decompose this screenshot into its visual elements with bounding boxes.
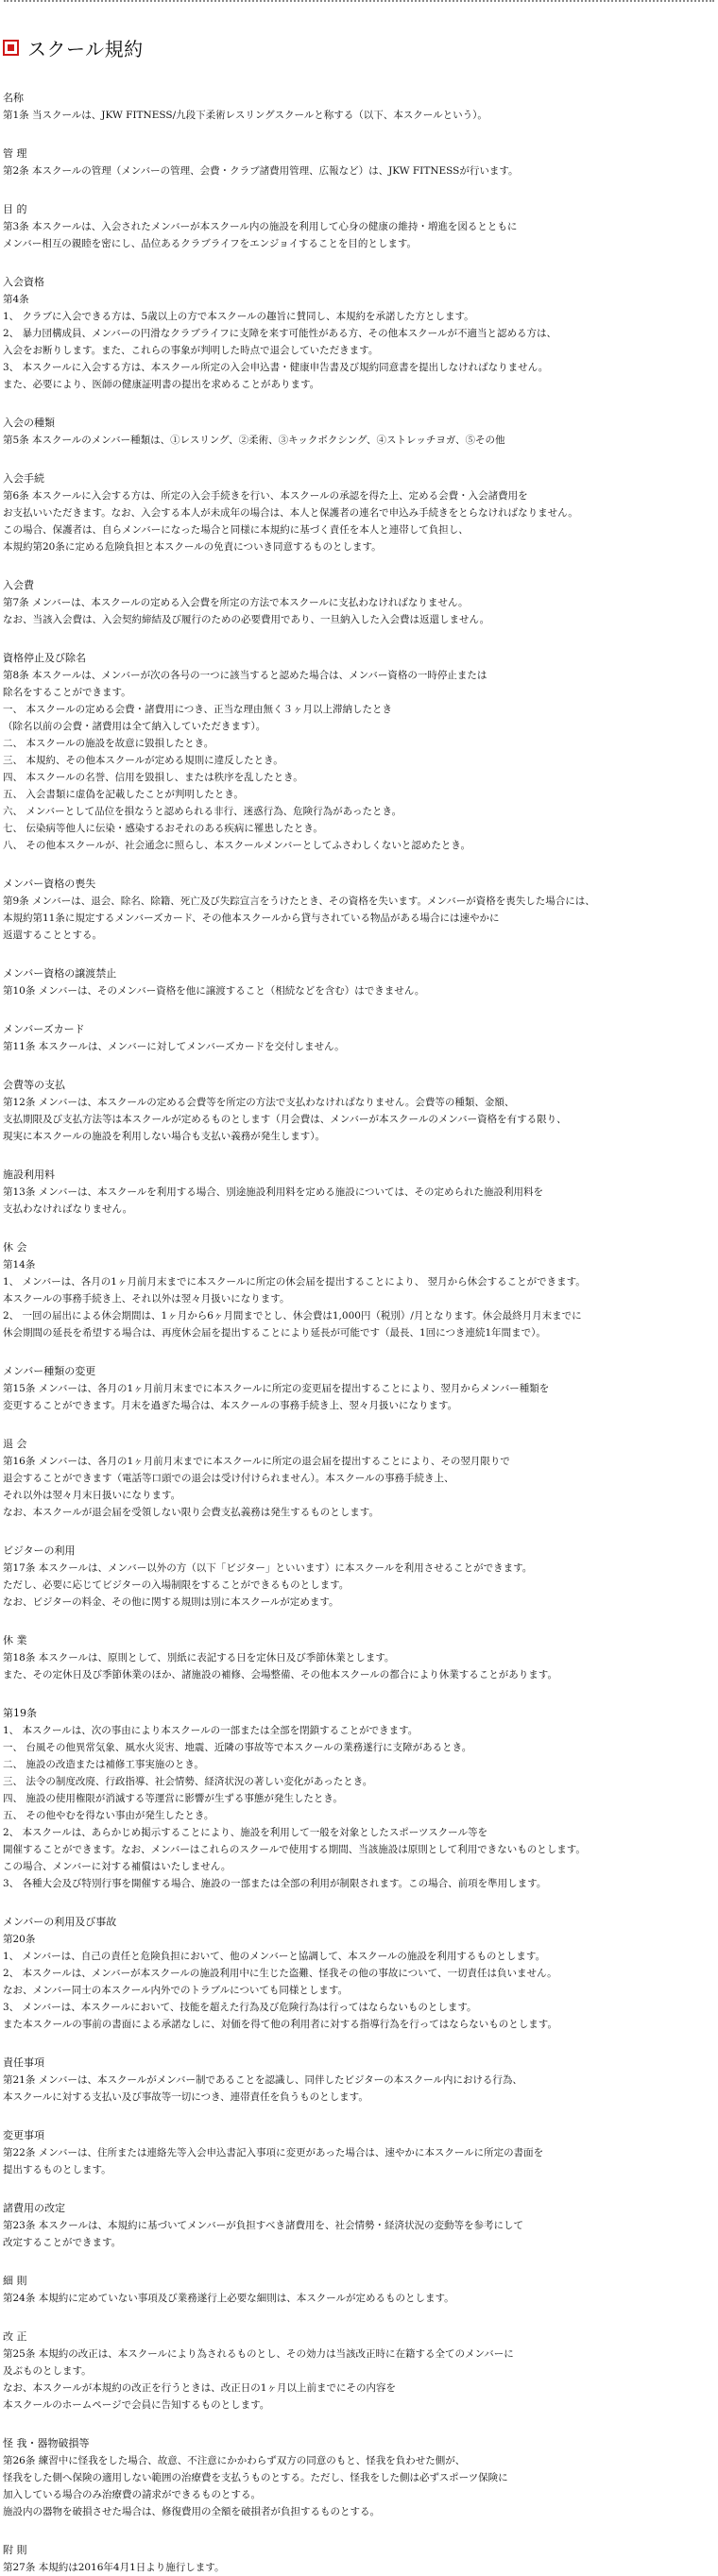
section-text-line: なお、当該入会費は、入会契約締結及び履行のための必要費用であり、一旦納入した入会費は返還しません。 <box>3 614 490 625</box>
section-text-line: 第2条 本スクールの管理（メンバーの管理、会費・クラブ諸費用管理、広報など）は、JKW FITNESSが行います。 <box>3 165 519 177</box>
section-heading: メンバー資格の譲渡禁止 <box>3 967 117 980</box>
section-heading: 休 会 <box>3 1241 27 1254</box>
section-text-line: 提出するものとします。 <box>3 2164 111 2175</box>
section-text-line: 四、 本スクールの名誉、信用を毀損し、または秩序を乱したとき。 <box>3 772 303 783</box>
terms-section <box>3 1914 707 2033</box>
section-text-line: 二、 施設の改造または補修工事実施のとき。 <box>3 1759 204 1770</box>
section-text-line: 第18条 本スクールは、原則として、別紙に表記する日を定休日及び季節休業とします。 <box>3 1652 395 1663</box>
section-text-line: 1、 本スクールは、次の事由により本スクールの一部または全部を閉鎖することができます。 <box>3 1725 419 1736</box>
page-content <box>0 2 718 2576</box>
section-text-line: 第4条 <box>3 294 29 305</box>
terms-section <box>3 2273 707 2307</box>
section-text-line: 2、 暴力団構成員、メンバーの円滑なクラブライフに支障を来す可能性がある方、その他本スクールが不適当と認める方は、 <box>3 328 556 339</box>
section-text-line: 四、 施設の使用権限が消滅する等運営に影響が生ずる事態が発生したとき。 <box>3 1793 343 1804</box>
section-text-line: この場合、メンバーに対する補償はいたしません。 <box>3 1861 231 1872</box>
section-text-line: 怪我をした側へ保険の適用しない範囲の治療費を支払うものとする。ただし、怪我をした側は必ずスポーツ保険に <box>3 2472 508 2483</box>
section-text-line: 第9条 メンバーは、退会、除名、除籍、死亡及び失踪宣言をうけたとき、その資格を失います。メンバーが資格を喪失した場合には、 <box>3 896 595 907</box>
terms-section <box>3 201 707 252</box>
section-heading: 入会手続 <box>3 472 44 485</box>
terms-section <box>3 965 707 999</box>
section-text-line: また、必要により、医師の健康証明書の提出を求めることがあります。 <box>3 379 320 390</box>
section-text-line: なお、ビジターの料金、その他に関する規則は別に本スクールが定めます。 <box>3 1596 339 1608</box>
section-text-line: 支払わなければなりません。 <box>3 1203 133 1215</box>
section-text-line: 除名をすることができます。 <box>3 687 131 698</box>
section-text-line: 第22条 メンバーは、住所または連絡先等入会申込書記入事項に変更があった場合は、速やかに本スクールに所定の書面を <box>3 2147 544 2158</box>
section-text-line: 第17条 本スクールは、メンバー以外の方（以下「ビジター」といいます）に本スクールを利用させることができます。 <box>3 1562 533 1574</box>
section-text-line: 第14条 <box>3 1259 36 1271</box>
terms-section <box>3 2542 707 2576</box>
terms-section <box>3 2435 707 2520</box>
section-text-line: なお、メンバー同士の本スクール内外でのトラブルについても同様とします。 <box>3 1985 349 1996</box>
page-header <box>3 34 707 61</box>
section-heading: 退 会 <box>3 1438 27 1450</box>
section-text-line: それ以外は翌々月末日扱いになります。 <box>3 1490 181 1501</box>
section-heading: 目 的 <box>3 203 27 215</box>
terms-section <box>3 1167 707 1218</box>
section-text-line: 第10条 メンバーは、そのメンバー資格を他に譲渡すること（相続などを含む）はできません。 <box>3 985 425 997</box>
section-text-line: 加入している場合のみ治療費の請求ができるものとする。 <box>3 2489 261 2500</box>
section-text-line: 第24条 本規約に定めていない事項及び業務遂行上必要な細則は、本スクールが定めるものとします。 <box>3 2293 454 2304</box>
terms-section <box>3 2127 707 2178</box>
section-heading: 怪 我・器物破損等 <box>3 2437 90 2449</box>
section-text-line: 一、 本スクールの定める会費・諸費用につき、正当な理由無く３ヶ月以上滞納したとき <box>3 704 392 715</box>
section-text-line: 3、 本スクールに入会する方は、本スクール所定の入会申込書・健康申告書及び規約同意書を提出しなければなりません。 <box>3 362 549 373</box>
section-heading: 附 則 <box>3 2544 27 2556</box>
section-text-line: 第27条 本規約は2016年4月1日より施行します。 <box>3 2562 225 2573</box>
section-text-line: 本スクールの事務手続き上、それ以外は翌々月扱いになります。 <box>3 1293 290 1305</box>
section-text-line: また本スクールの事前の書面による承諾なしに、対価を得て他の利用者に対する指導行為を行ってはならないものとします。 <box>3 2019 557 2030</box>
section-text-line: 五、 その他やむを得ない事由が発生したとき。 <box>3 1810 214 1821</box>
section-text-line: 2、 本スクールは、あらかじめ掲示することにより、施設を利用して一般を対象としたスポーツスクール等を <box>3 1827 487 1838</box>
section-text-line: 第12条 メンバーは、本スクールの定める会費等を所定の方法で支払わなければなりません。会費等の種類、金額、 <box>3 1097 515 1108</box>
section-heading: 入会費 <box>3 579 34 591</box>
section-text-line: 支払期限及び支払方法等は本スクールが定めるものとします（月会費は、メンバーが本スクールのメンバー資格を有する限り、 <box>3 1114 567 1125</box>
section-text-line: 八、 その他本スクールが、社会通念に照らし、本スクールメンバーとしてふさわしくないと認めたとき。 <box>3 840 470 851</box>
section-text-line: 1、 クラブに入会できる方は、5歳以上の方で本スクールの趣旨に賛同し、本規約を承諾した方とします。 <box>3 311 474 322</box>
section-text-line: 三、 法令の制度改廃、行政指導、社会情勢、経済状況の著しい変化があったとき。 <box>3 1776 373 1787</box>
terms-section <box>3 577 707 628</box>
section-text-line: 本規約第20条に定める危険負担と本スクールの免責についき同意するものとします。 <box>3 541 382 553</box>
section-heading: 諸費用の改定 <box>3 2202 65 2214</box>
section-text-line: 休会期間の延長を希望する場合は、再度休会届を提出することにより延長が可能です（最長、1回につき連続1年間まで）。 <box>3 1327 546 1339</box>
section-text-line: 施設内の器物を破損させた場合は、修復費用の全額を破損者が負担するものとする。 <box>3 2506 380 2517</box>
section-text-line: また、その定休日及び季節休業のほか、諸施設の補修、会場整備、その他本スクールの都合により休業することがあります。 <box>3 1669 557 1680</box>
section-text-line: お支払いいただきます。なお、入会する本人が未成年の場合は、本人と保護者の連名で申込み手続きをとらなければなりません。 <box>3 507 578 519</box>
terms-section <box>3 1077 707 1145</box>
terms-section <box>3 90 707 124</box>
section-heading: 名称 <box>3 92 24 104</box>
section-text-line: 及ぶものとします。 <box>3 2365 92 2377</box>
section-text-line: 2、 一回の届出による休会期間は、1ヶ月から6ヶ月間までとし、休会費は1,000円（税別）/月となります。休会最終月月末までに <box>3 1310 582 1322</box>
section-text-line: 第15条 メンバーは、各月の1ヶ月前月末までに本スクールに所定の変更届を提出することにより、翌月からメンバー種類を <box>3 1383 550 1394</box>
section-text-line: 本スクールに対する支払い及び事故等一切につき、連帯責任を負うものとします。 <box>3 2091 368 2103</box>
terms-section <box>3 2200 707 2251</box>
section-heading: メンバーズカード <box>3 1023 85 1035</box>
section-heading: メンバー種類の変更 <box>3 1365 96 1377</box>
section-text-line: 開催することができます。なお、メンバーはこれらのスクールで使用する期間、当該施設は原則として利用できないものとします。 <box>3 1844 586 1855</box>
page-title: スクール規約 <box>27 38 144 60</box>
section-text-line: 第8条 本スクールは、メンバーが次の各号の一つに該当すると認めた場合は、メンバー資格の一時停止または <box>3 670 487 681</box>
section-text-line: 一、 台風その他異常気象、風水火災害、地震、近隣の事故等で本スクールの業務遂行に支障があるとき。 <box>3 1742 472 1753</box>
section-heading: 責任事項 <box>3 2056 44 2069</box>
section-heading: メンバーの利用及び事故 <box>3 1916 117 1928</box>
section-text-line: 第5条 本スクールのメンバー種類は、①レスリング、②柔術、③キックボクシング、④ストレッチヨガ、⑤その他 <box>3 435 505 446</box>
section-text-line: 第20条 <box>3 1934 36 1945</box>
section-text-line: 1、 メンバーは、各月の1ヶ月前月末までに本スクールに所定の休会届を提出することにより、 翌月から休会することができます。 <box>3 1276 586 1288</box>
section-text-line: 二、 本スクールの施設を故意に毀損したとき。 <box>3 738 214 749</box>
terms-section <box>3 1363 707 1414</box>
section-text-line: 七、 伝染病等他人に伝染・感染するおそれのある疾病に罹患したとき。 <box>3 823 323 834</box>
section-heading: メンバー資格の喪失 <box>3 878 96 890</box>
section-text-line: 第21条 メンバーは、本スクールがメンバー制であることを認識し、同伴したビジターの本スクール内における行為、 <box>3 2074 522 2086</box>
terms-section <box>3 1705 707 1892</box>
section-text-line: 三、 本規約、その他本スクールが定める規則に違反したとき。 <box>3 755 283 766</box>
terms-section <box>3 145 707 179</box>
section-text-line: 六、 メンバーとして品位を損なうと認められる非行、迷惑行為、危険行為があったとき。 <box>3 806 402 817</box>
section-heading: ビジターの利用 <box>3 1544 76 1557</box>
section-heading: 休 業 <box>3 1634 27 1646</box>
terms-section <box>3 1239 707 1341</box>
section-heading: 施設利用料 <box>3 1169 55 1181</box>
terms-body <box>3 90 707 2576</box>
terms-section <box>3 2055 707 2106</box>
section-heading: 会費等の支払 <box>3 1079 65 1091</box>
section-text-line: （除名以前の会費・諸費用は全て納入していただきます）。 <box>3 721 266 732</box>
section-heading: 管 理 <box>3 147 27 160</box>
section-text-line: 現実に本スクールの施設を利用しない場合も支払い義務が発生します）。 <box>3 1131 326 1142</box>
section-text-line: 第1条 当スクールは、JKW FITNESS/九段下柔術レスリングスクールと称する（以下、本スクールという）。 <box>3 110 487 121</box>
section-text-line: 変更することができます。月末を過ぎた場合は、本スクールの事務手続き上、翌々月扱いになります。 <box>3 1400 458 1411</box>
section-text-line: 入会をお断りします。また、これらの事象が判明した時点で退会していただきます。 <box>3 345 379 356</box>
section-text-line: 3、 メンバーは、本スクールにおいて、技能を超えた行為及び危険行為は行ってはならないものとします。 <box>3 2002 477 2013</box>
square-bullet-icon <box>3 40 19 56</box>
section-text-line: この場合、保護者は、自らメンバーになった場合と同様に本規約に基づく責任を本人と連帯して負担し、 <box>3 524 469 536</box>
section-text-line: ただし、必要に応じてビジターの入場制限をすることができるものとします。 <box>3 1579 350 1591</box>
terms-section <box>3 1543 707 1611</box>
terms-section <box>3 415 707 449</box>
section-text-line: 本規約第11条に規定するメンバーズカード、その他本スクールから貸与されている物品がある場合には速やかに <box>3 913 500 924</box>
section-text-line: 改定することができます。 <box>3 2237 122 2248</box>
section-text-line: なお、本スクールが本規約の改正を行うときは、改正日の1ヶ月以上前までにその内容を <box>3 2382 396 2394</box>
section-text-line: 第25条 本規約の改正は、本スクールにより為されるものとし、その効力は当該改正時に在籍する全てのメンバーに <box>3 2348 514 2360</box>
section-text-line: 第6条 本スクールに入会する方は、所定の入会手続きを行い、本スクールの承認を得た上、定める会費・入会諸費用を <box>3 490 528 502</box>
section-text-line: 返還することとする。 <box>3 930 102 941</box>
section-heading: 入会資格 <box>3 276 44 288</box>
terms-section <box>3 650 707 854</box>
section-text-line: 1、 メンバーは、自己の責任と危険負担において、他のメンバーと協調して、本スクールの施設を利用するものとします。 <box>3 1951 546 1962</box>
section-text-line: 第3条 本スクールは、入会されたメンバーが本スクール内の施設を利用して心身の健康の維持・増進を図るとともに <box>3 221 518 232</box>
section-text-line: 五、 入会書類に虚偽を記載したことが判明したとき。 <box>3 789 244 800</box>
section-text-line: 第16条 メンバーは、各月の1ヶ月前月末までに本スクールに所定の退会届を提出することにより、その翌月限りで <box>3 1456 510 1467</box>
terms-section <box>3 1632 707 1683</box>
terms-section <box>3 1436 707 1521</box>
section-text-line: 第13条 メンバーは、本スクールを利用する場合、別途施設利用料を定める施設については、その定められた施設利用料を <box>3 1186 544 1198</box>
section-heading: 入会の種類 <box>3 417 55 429</box>
section-text-line: 第11条 本スクールは、メンバーに対してメンバーズカードを交付しません。 <box>3 1041 345 1052</box>
terms-section <box>3 1021 707 1055</box>
section-text-line: 退会することができます（電話等口頭での退会は受け付けられません）。本スクールの事務手続き上、 <box>3 1473 454 1484</box>
section-text-line: なお、本スクールが退会届を受領しない限り会費支払義務は発生するものとします。 <box>3 1507 379 1518</box>
section-text-line: 第7条 メンバーは、本スクールの定める入会費を所定の方法で本スクールに支払わなければなりません。 <box>3 597 469 608</box>
section-text-line: 3、 各種大会及び特別行事を開催する場合、施設の一部または全部の利用が制限されます。この場合、前項を準用します。 <box>3 1878 547 1889</box>
section-heading: 改 正 <box>3 2330 27 2343</box>
terms-section <box>3 876 707 944</box>
section-heading: 変更事項 <box>3 2129 44 2141</box>
section-heading: 第19条 <box>3 1707 37 1719</box>
section-text-line: 本スクールのホームページで会員に告知するものとします。 <box>3 2399 270 2411</box>
section-text-line: 2、 本スクールは、メンバーが本スクールの施設利用中に生じた盗難、怪我その他の事故について、一切責任は負いません。 <box>3 1968 557 1979</box>
terms-section <box>3 2329 707 2414</box>
section-text-line: 第26条 練習中に怪我をした場合、故意、不注意にかかわらず双方の同意のもと、怪我を負わせた側が、 <box>3 2455 466 2466</box>
terms-section <box>3 470 707 555</box>
section-heading: 細 則 <box>3 2275 27 2287</box>
section-text-line: 第23条 本スクールは、本規約に基づいてメンバーが負担すべき諸費用を、社会情勢・経済状況の変動等を参考にして <box>3 2220 524 2231</box>
terms-section <box>3 274 707 393</box>
section-heading: 資格停止及び除名 <box>3 652 86 664</box>
section-text-line: メンバー相互の親睦を密にし、品位あるクラブライフをエンジョイすることを目的とします。 <box>3 238 418 249</box>
